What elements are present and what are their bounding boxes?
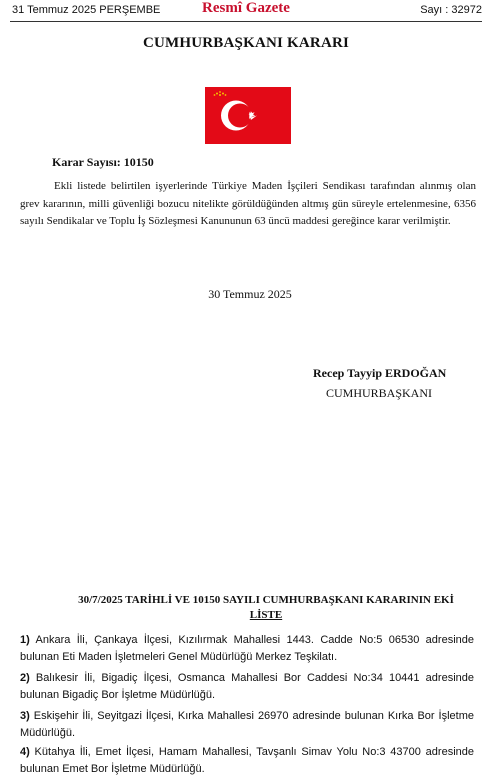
list-item: [20, 708, 474, 741]
list-item-number: 1): [20, 634, 30, 646]
list-item-number: 2): [20, 672, 30, 684]
list-item-text: Eskişehir İli, Seyitgazi İlçesi, Kırka Mahallesi 26970 adresinde bulunan Kırka Bor İşletme Müdürlüğü.: [20, 710, 474, 739]
list-item-text: Balıkesir İli, Bigadiç İlçesi, Osmanca Mahallesi Bor Caddesi No:34 10441 adresinde bulunan Bigadiç Bor İşletme Müdürlüğü.: [20, 672, 474, 701]
list-item-number: 4): [20, 746, 30, 758]
list-item: [20, 744, 474, 777]
list-item: [20, 670, 474, 703]
gazette-title: Resmî Gazete: [202, 0, 290, 16]
list-item-text: Kütahya İli, Emet İlçesi, Hamam Mahallesi, Tavşanlı Simav Yolu No:3 43700 adresinde bulunan Emet Bor İşletme Müdürlüğü.: [20, 746, 474, 775]
list-item-number: 3): [20, 710, 30, 722]
issue-number: Sayı : 32972: [420, 4, 482, 16]
signer-name: Recep Tayyip ERDOĞAN: [313, 366, 447, 380]
list-heading-line2: LİSTE: [249, 609, 283, 621]
list-item: [20, 632, 474, 665]
decree-date: 30 Temmuz 2025: [208, 287, 292, 301]
decision-number: Karar Sayısı: 10150: [52, 155, 154, 169]
signer-title: CUMHURBAŞKANI: [326, 386, 433, 400]
turkish-flag-icon: [205, 87, 291, 144]
list-heading-line1: 30/7/2025 TARİHLİ VE 10150 SAYILI CUMHURBAŞKANI KARARININ EKİ: [78, 594, 454, 606]
decree-body: Ekli listede belirtilen işyerlerinde Türkiye Maden İşçileri Sendikası tarafından alınmış olan grev kararının, milli güvenliği bozucu nitelikte görüldüğünden altmış gün süreyle ertelenmesine, 6356 sayılı Sendikalar ve Toplu İş Sözleşmesi Kanununun 63 üncü maddesi gereğince karar verilmiştir.: [20, 180, 476, 227]
decree-heading: CUMHURBAŞKANI KARARI: [142, 35, 350, 51]
list-item-text: Ankara İli, Çankaya İlçesi, Kızılırmak Mahallesi 1443. Cadde No:5 06530 adresinde bulunan Eti Maden İşletmeleri Genel Müdürlüğü Merkez Teşkilatı.: [20, 634, 474, 663]
list-heading: [20, 593, 492, 623]
header-divider: [10, 21, 482, 22]
header-date: 31 Temmuz 2025 PERŞEMBE: [12, 4, 161, 16]
